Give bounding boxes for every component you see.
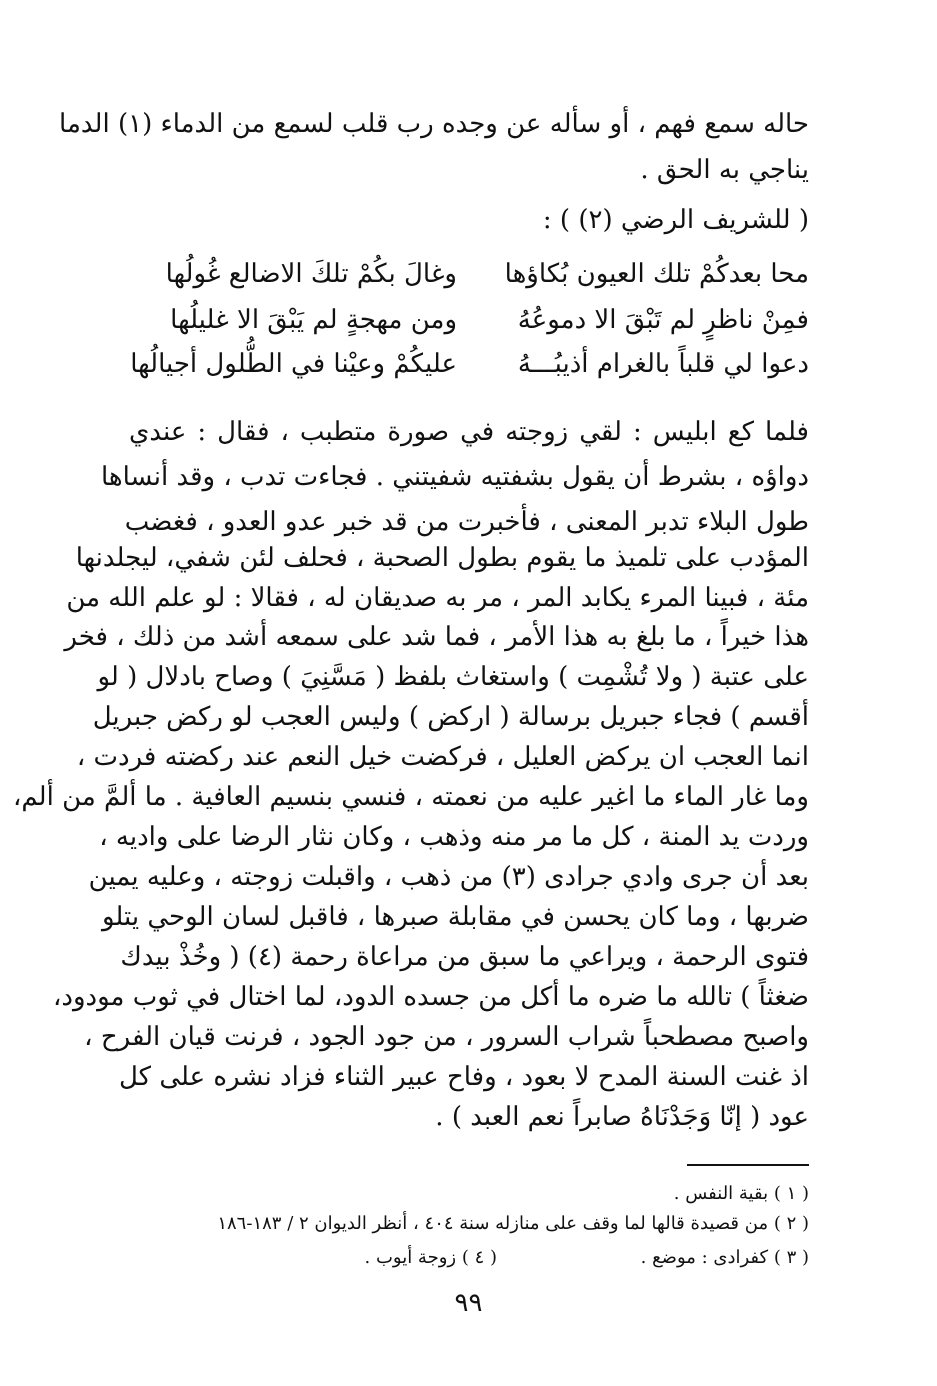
prose-line: عود ( إنّا وَجَدْنَاهُ صابراً نعم العبد ) . <box>435 1102 809 1132</box>
prose-line: انما العجب ان يركض العليل ، فركضت خيل النعم عند ركضته فردت ، <box>76 742 809 772</box>
prose-line: اذ غنت السنة المدح لا بعود ، وفاح عبير الثناء فزاد نشره على كل <box>118 1062 809 1092</box>
prose-line: على عتبة ( ولا تُشْمِت ) واستغاث بلفظ ( مَسَّنِيَ ) وصاح بادلال ( لو <box>97 662 809 692</box>
intro-line: حاله سمع فهم ، أو سأله عن وجده رب قلب لسمع من الدماء (١) الدما <box>59 109 809 139</box>
footnote-4: ( ٤ ) زوجة أيوب . <box>364 1247 497 1268</box>
poet-heading: ( للشريف الرضي (٢) ) : <box>542 205 809 235</box>
prose-line: بعد أن جرى وادي جرادى (٣) من ذهب ، واقبلت زوجته ، وعليه يمين <box>88 862 809 892</box>
page-number: ٩٩ <box>454 1288 483 1318</box>
prose-line: فتوى الرحمة ، ويراعي ما سبق من مراعاة رحمة (٤) ( وخُذْ بيدك <box>120 942 809 972</box>
prose-line: طول البلاء تدبر المعنى ، فأخبرت من قد خبر عدو العدو ، فغضب <box>124 507 809 537</box>
footnote-1: ( ١ ) بقية النفس . <box>673 1183 809 1204</box>
prose-line: ضغثاً ) تالله ما ضره ما أكل من جسده الدود، لما اختال في ثوب مودود، <box>52 982 809 1012</box>
prose-line: هذا خيراً ، ما بلغ به هذا الأمر ، فما شد على سمعه أشد من ذلك ، فخر <box>64 622 809 652</box>
prose-line: وما غار الماء ما اغير عليه من نعمته ، فنسي بنسيم العافية . ما ألمَّ من ألم، <box>12 782 809 812</box>
footnote-separator <box>687 1164 809 1166</box>
footnote-3: ( ٣ ) كفرادى : موضع . <box>640 1247 809 1268</box>
verse-hemistich-first: محا بعدكُمْ تلك العيون بُكاؤها <box>504 259 809 289</box>
verse-hemistich-first: فمِنْ ناظرٍ لم تَبْقَ الا دموعُهُ <box>517 305 809 335</box>
verse-hemistich-first: دعوا لي قلباً بالغرام أذيبُـــهُ <box>517 349 809 379</box>
prose-line: واصبح مصطحباً شراب السرور ، من جود الجود ، فرنت قيان الفرح ، <box>84 1022 809 1052</box>
prose-line: دواؤه ، بشرط أن يقول بشفتيه شفيتني . فجاءت تدب ، وقد أنساها <box>100 462 809 492</box>
prose-line: فلما كع ابليس : لقي زوجته في صورة متطبب ، فقال : عندي <box>129 417 809 447</box>
verse-hemistich-second: وغالَ بكُمْ تلكَ الاضالع غُولُها <box>165 259 457 289</box>
prose-line: وردت يد المنة ، كل ما مر منه وذهب ، وكان نثار الرضا على واديه ، <box>99 822 809 852</box>
prose-line: أقسم ) فجاء جبريل برسالة ( اركض ) وليس العجب لو ركض جبريل <box>92 702 809 732</box>
intro-line: يناجي به الحق . <box>640 155 809 185</box>
verse-hemistich-second: عليكُمْ وعيْنا في الطُّلول أجيالُها <box>130 349 457 379</box>
verse-hemistich-second: ومن مهجةٍ لم يَبْقَ الا غليلُها <box>170 305 457 335</box>
prose-line: مئة ، فبينا المرء يكابد المر ، مر به صديقان له ، فقالا : لو علم الله من <box>66 583 809 613</box>
prose-line: ضربها ، وما كان يحسن في مقابلة صبرها ، فاقبل لسان الوحي يتلو <box>101 902 809 932</box>
prose-line: المؤدب على تلميذ ما يقوم بطول الصحبة ، فحلف لئن شفي، ليجلدنها <box>75 543 809 573</box>
footnote-2: ( ٢ ) من قصيدة قالها لما وقف على منازله سنة ٤٠٤ ، أنظر الديوان ٢ / ١٨٣-١٨٦ <box>217 1213 809 1234</box>
